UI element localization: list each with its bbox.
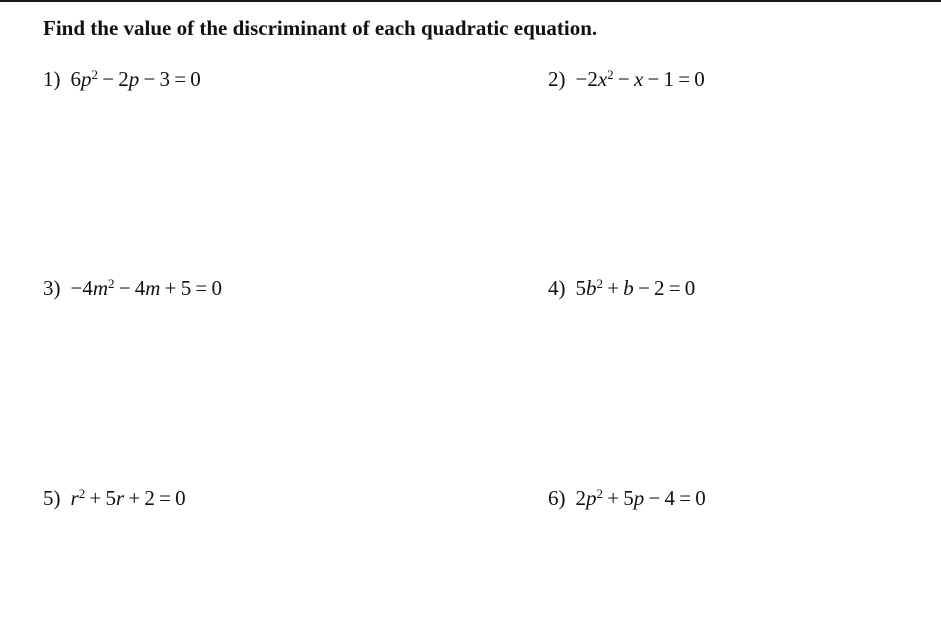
problem-number: 2) <box>548 67 566 91</box>
problem-2 <box>548 67 705 92</box>
problem-number: 6) <box>548 486 566 510</box>
problem-equation: $r^2 + 5r + 2 = 0$ <box>70 485 186 510</box>
problem-number: 3) <box>43 276 61 300</box>
problem-1 <box>43 67 201 92</box>
instructions-heading: Find the value of the discriminant of each quadratic equation. <box>43 16 598 40</box>
problem-4 <box>548 276 695 301</box>
problem-equation: $-4m^2 - 4m + 5 = 0$ <box>70 275 222 300</box>
problem-equation: $2p^2 + 5p - 4 = 0$ <box>575 485 706 510</box>
problem-6 <box>548 486 706 511</box>
problem-equation: $5b^2 + b - 2 = 0$ <box>575 275 696 300</box>
problem-number: 5) <box>43 486 61 510</box>
problem-number: 1) <box>43 67 61 91</box>
problem-5 <box>43 486 186 511</box>
problem-3 <box>43 276 222 301</box>
problem-number: 4) <box>548 276 566 300</box>
problem-equation: $-2x^2 - x - 1 = 0$ <box>575 66 705 91</box>
top-divider <box>0 0 941 2</box>
problem-equation: $6p^2 - 2p - 3 = 0$ <box>70 66 201 91</box>
